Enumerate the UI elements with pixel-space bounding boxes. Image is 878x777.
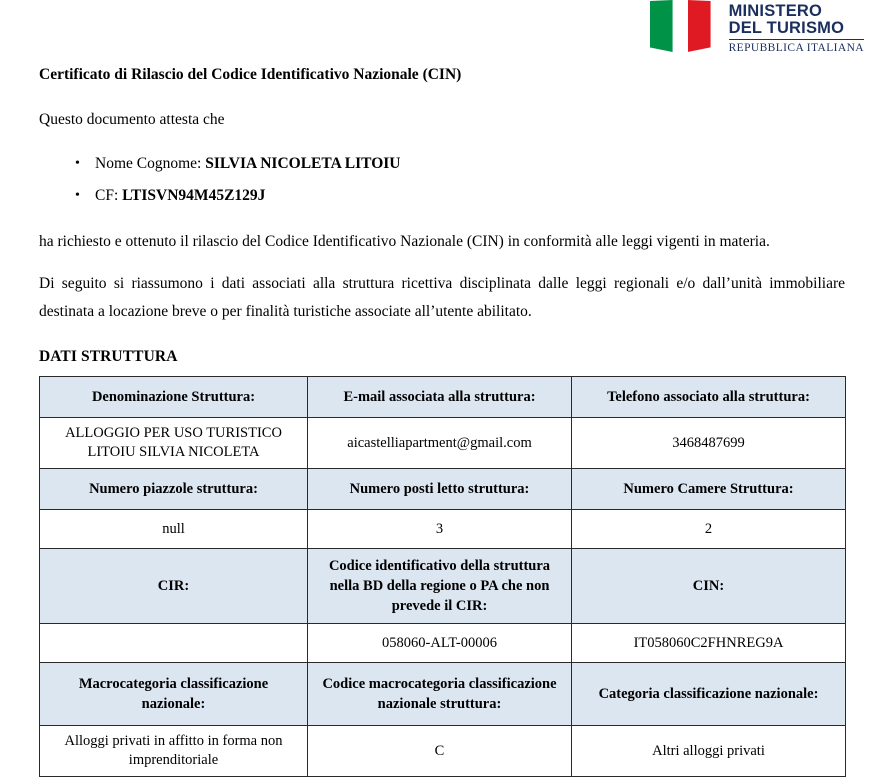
bullet-value-cf: LTISVN94M45Z129J xyxy=(122,187,266,204)
table-header-cell: Numero posti letto struttura: xyxy=(308,469,572,510)
table-header-cell: Numero piazzole struttura: xyxy=(40,469,308,510)
table-row xyxy=(40,377,846,418)
table-row xyxy=(40,510,846,549)
italian-flag-icon xyxy=(641,0,723,52)
applicant-details-list xyxy=(39,148,845,212)
ministry-line-2: DEL TURISMO xyxy=(728,19,845,37)
table-header-cell: Denominazione Struttura: xyxy=(40,377,308,418)
table-row xyxy=(40,469,846,510)
paragraph-cin-statement: ha richiesto e ottenuto il rilascio del Codice Identificativo Nazionale (CIN) in conformità alle leggi vigenti in materia. xyxy=(39,233,770,250)
table-value-cell: Altri alloggi privati xyxy=(572,726,846,777)
table-value-cell: IT058060C2FHNREG9A xyxy=(572,624,846,663)
table-value-cell: 2 xyxy=(572,510,846,549)
table-value-cell: ALLOGGIO PER USO TURISTICO LITOIU SILVIA NICOLETA xyxy=(40,418,308,469)
table-header-cell: Numero Camere Struttura: xyxy=(572,469,846,510)
list-item xyxy=(39,148,845,180)
table-row xyxy=(40,663,846,726)
bullet-value-name: SILVIA NICOLETA LITOIU xyxy=(205,155,401,172)
table-header-cell: Categoria classificazione nazionale: xyxy=(572,663,846,726)
section-title-dati-struttura: DATI STRUTTURA xyxy=(39,348,178,365)
structure-data-table xyxy=(39,376,846,777)
table-header-cell: E-mail associata alla struttura: xyxy=(308,377,572,418)
ministry-line-1: MINISTERO xyxy=(728,2,823,20)
table-header-cell: Telefono associato alla struttura: xyxy=(572,377,846,418)
table-value-cell: Alloggi privati in affitto in forma non imprenditoriale xyxy=(40,726,308,777)
table-row xyxy=(40,726,846,777)
bullet-label-cf: CF: xyxy=(95,187,119,204)
table-header-cell: Codice identificativo della struttura nella BD della regione o PA che non prevede il CIR: xyxy=(308,549,572,624)
list-item xyxy=(39,180,845,212)
paragraph-data-summary: Di seguito si riassumono i dati associati alla struttura ricettiva disciplinata dalle leggi regionali e/o dall’unità immobiliare destinata a locazione breve o per finalità turistiche associate all’utente abilitato. xyxy=(39,275,845,320)
table-row xyxy=(40,624,846,663)
table-row xyxy=(40,418,846,469)
table-header-cell: Macrocategoria classificazione nazionale: xyxy=(40,663,308,726)
ministry-wordmark xyxy=(729,0,864,55)
bullet-label-name: Nome Cognome: xyxy=(95,155,202,172)
table-header-cell: CIR: xyxy=(40,549,308,624)
ministry-subtitle: REPUBBLICA ITALIANA xyxy=(729,39,864,55)
table-value-cell xyxy=(40,624,308,663)
flag-red-band xyxy=(688,0,711,52)
table-value-cell: 058060-ALT-00006 xyxy=(308,624,572,663)
document-body xyxy=(39,66,845,777)
table-header-cell: Codice macrocategoria classificazione nazionale struttura: xyxy=(308,663,572,726)
page-title: Certificato di Rilascio del Codice Identificativo Nazionale (CIN) xyxy=(39,66,462,83)
flag-green-band xyxy=(650,0,673,52)
table-header-cell: CIN: xyxy=(572,549,846,624)
table-value-cell: 3 xyxy=(308,510,572,549)
table-value-cell: C xyxy=(308,726,572,777)
ministry-logo xyxy=(641,0,864,58)
table-value-cell: 3468487699 xyxy=(572,418,846,469)
table-value-cell: aicastelliapartment@gmail.com xyxy=(308,418,572,469)
document-header xyxy=(641,0,864,58)
table-value-cell: null xyxy=(40,510,308,549)
intro-paragraph: Questo documento attesta che xyxy=(39,111,225,128)
table-row xyxy=(40,549,846,624)
